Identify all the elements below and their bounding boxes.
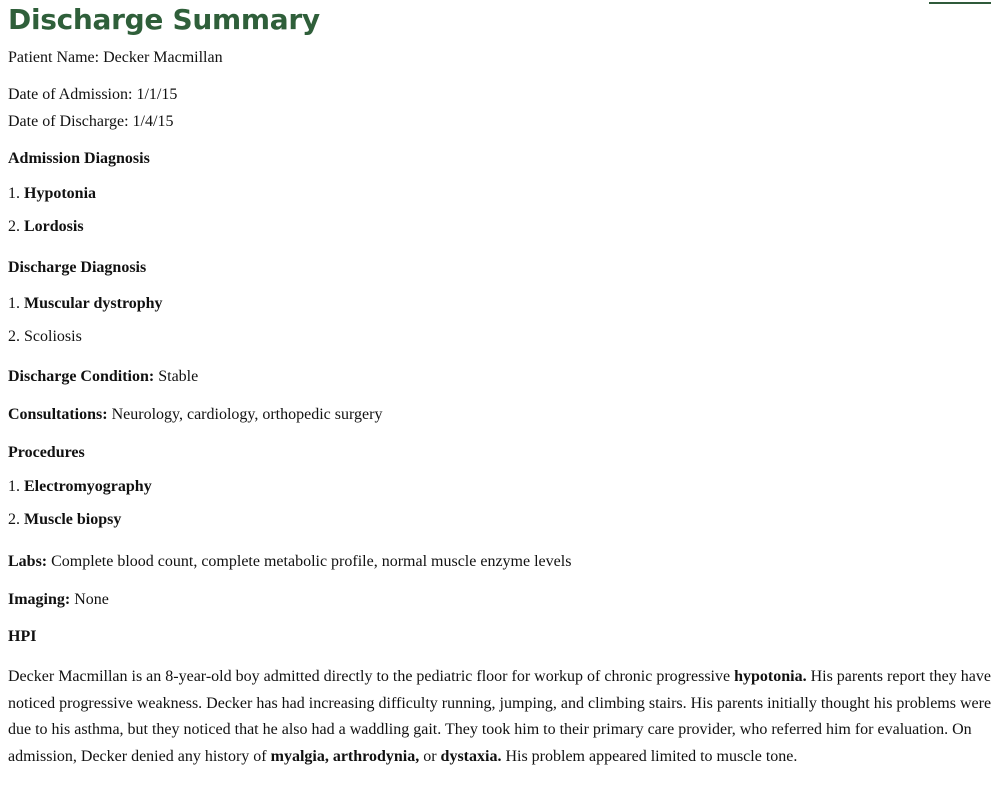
discharge-diagnosis-text: Scoliosis	[24, 328, 82, 345]
imaging-value: None	[74, 591, 109, 608]
procedure-item	[8, 510, 121, 530]
list-number: 1.	[8, 185, 20, 202]
procedure-text: Electromyography	[24, 478, 152, 495]
hpi-term: dystaxia.	[440, 747, 502, 765]
discharge-diagnosis-heading: Discharge Diagnosis	[8, 259, 147, 276]
admission-diagnosis-item	[8, 217, 84, 237]
admission-diagnosis-text: Lordosis	[24, 218, 84, 235]
imaging-label: Imaging:	[8, 591, 71, 608]
admission-diagnosis-text: Hypotonia	[24, 185, 97, 202]
header-rule	[929, 2, 991, 4]
hpi-text: or	[419, 747, 441, 765]
hpi-text: His parents report they have noticed progressive weakness. Decker has had increasing difficulty running, jumping, and climbing stairs. His parents initially thought his problems were due to his asthma, but they noticed that he also had a waddling gait. They took him to their primary care provider, who referred him for evaluation. On admission, Decker denied any history of	[8, 668, 992, 765]
admission-diagnosis-item	[8, 184, 96, 204]
list-number: 1.	[8, 478, 20, 495]
patient-name-line	[8, 48, 223, 68]
hpi-term: myalgia, arthrodynia,	[270, 747, 420, 765]
discharge-date: 1/4/15	[132, 113, 174, 130]
imaging-line	[8, 590, 109, 610]
discharge-date-label: Date of Discharge:	[8, 113, 129, 130]
admission-diagnosis-heading: Admission Diagnosis	[8, 150, 150, 167]
procedure-item	[8, 477, 152, 497]
discharge-diagnosis-item	[8, 327, 82, 347]
list-number: 2.	[8, 328, 20, 345]
discharge-date-line	[8, 112, 173, 132]
consultations-label: Consultations:	[8, 406, 108, 423]
discharge-diagnosis-item	[8, 294, 163, 314]
hpi-heading: HPI	[8, 628, 37, 645]
patient-name: Decker Macmillan	[103, 49, 223, 66]
hpi-text: Decker Macmillan is an 8-year-old boy admitted directly to the pediatric floor for workup of chronic progressive	[8, 668, 735, 685]
hpi-paragraph	[8, 664, 998, 770]
admission-date-line	[8, 85, 177, 105]
procedure-text: Muscle biopsy	[24, 511, 122, 528]
discharge-condition-line	[8, 367, 198, 387]
patient-name-label: Patient Name:	[8, 49, 100, 66]
discharge-diagnosis-text: Muscular dystrophy	[24, 295, 163, 312]
procedures-heading: Procedures	[8, 444, 85, 461]
discharge-condition-value: Stable	[158, 368, 199, 385]
discharge-condition-label: Discharge Condition:	[8, 368, 155, 385]
list-number: 1.	[8, 295, 20, 312]
labs-value: Complete blood count, complete metabolic profile, normal muscle enzyme levels	[51, 553, 572, 570]
consultations-line	[8, 405, 382, 425]
admission-date-label: Date of Admission:	[8, 86, 133, 103]
labs-line	[8, 552, 571, 572]
consultations-value: Neurology, cardiology, orthopedic surgery	[111, 406, 383, 423]
labs-label: Labs:	[8, 553, 48, 570]
admission-date: 1/1/15	[136, 86, 178, 103]
list-number: 2.	[8, 218, 20, 235]
hpi-text: His problem appeared limited to muscle tone.	[501, 747, 798, 765]
list-number: 2.	[8, 511, 20, 528]
hpi-term: hypotonia.	[734, 668, 807, 685]
page-title: Discharge Summary	[8, 3, 320, 36]
